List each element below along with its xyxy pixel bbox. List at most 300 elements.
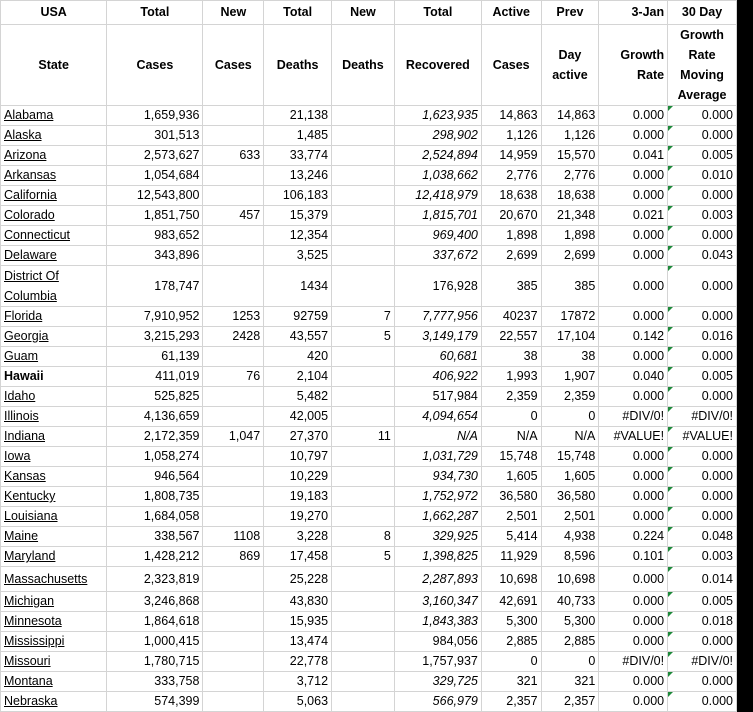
recovered-cell[interactable]: 984,056 bbox=[394, 632, 481, 652]
total-cases-cell[interactable]: 338,567 bbox=[107, 527, 203, 547]
active-cases-cell[interactable]: 18,638 bbox=[481, 186, 541, 206]
total-cases-cell[interactable]: 574,399 bbox=[107, 692, 203, 712]
total-deaths-cell[interactable]: 13,246 bbox=[264, 166, 332, 186]
recovered-cell[interactable]: 2,524,894 bbox=[394, 146, 481, 166]
recovered-cell[interactable]: 12,418,979 bbox=[394, 186, 481, 206]
growth-rate-cell[interactable]: 0.000 bbox=[599, 507, 668, 527]
total-deaths-cell[interactable]: 15,379 bbox=[264, 206, 332, 226]
growth-rate-cell[interactable]: 0.000 bbox=[599, 632, 668, 652]
growth-rate-cell[interactable]: 0.142 bbox=[599, 327, 668, 347]
header-cell[interactable]: Recovered bbox=[394, 25, 481, 106]
total-cases-cell[interactable]: 1,684,058 bbox=[107, 507, 203, 527]
moving-average-cell[interactable]: 0.010 bbox=[668, 166, 737, 186]
header-cell[interactable]: State bbox=[1, 25, 107, 106]
total-cases-cell[interactable]: 1,659,936 bbox=[107, 106, 203, 126]
recovered-cell[interactable]: 1,623,935 bbox=[394, 106, 481, 126]
moving-average-cell[interactable]: 0.000 bbox=[668, 106, 737, 126]
prev-day-active-cell[interactable]: 15,748 bbox=[541, 447, 599, 467]
state-name-cell[interactable]: Florida bbox=[1, 307, 107, 327]
header-cell[interactable]: Cases bbox=[203, 25, 264, 106]
header-cell[interactable]: Day active bbox=[541, 25, 599, 106]
new-deaths-cell[interactable] bbox=[332, 367, 395, 387]
new-deaths-cell[interactable]: 5 bbox=[332, 327, 395, 347]
prev-day-active-cell[interactable]: 321 bbox=[541, 672, 599, 692]
active-cases-cell[interactable]: N/A bbox=[481, 427, 541, 447]
growth-rate-cell[interactable]: 0.000 bbox=[599, 612, 668, 632]
new-cases-cell[interactable] bbox=[203, 126, 264, 146]
state-name-cell[interactable]: Iowa bbox=[1, 447, 107, 467]
recovered-cell[interactable]: 1,398,825 bbox=[394, 547, 481, 567]
state-name-cell[interactable]: Kentucky bbox=[1, 487, 107, 507]
new-deaths-cell[interactable]: 5 bbox=[332, 547, 395, 567]
header-cell[interactable]: 3-Jan bbox=[599, 1, 668, 25]
header-cell[interactable]: New bbox=[332, 1, 395, 25]
recovered-cell[interactable]: 406,922 bbox=[394, 367, 481, 387]
state-name-cell[interactable]: District Of Columbia bbox=[1, 266, 107, 307]
total-deaths-cell[interactable]: 43,557 bbox=[264, 327, 332, 347]
state-name-cell[interactable]: Montana bbox=[1, 672, 107, 692]
prev-day-active-cell[interactable]: 1,126 bbox=[541, 126, 599, 146]
growth-rate-cell[interactable]: 0.000 bbox=[599, 186, 668, 206]
total-cases-cell[interactable]: 3,215,293 bbox=[107, 327, 203, 347]
growth-rate-cell[interactable]: 0.021 bbox=[599, 206, 668, 226]
prev-day-active-cell[interactable]: 2,357 bbox=[541, 692, 599, 712]
active-cases-cell[interactable]: 20,670 bbox=[481, 206, 541, 226]
new-deaths-cell[interactable] bbox=[332, 592, 395, 612]
prev-day-active-cell[interactable]: 1,907 bbox=[541, 367, 599, 387]
recovered-cell[interactable]: 2,287,893 bbox=[394, 567, 481, 592]
new-deaths-cell[interactable]: 7 bbox=[332, 307, 395, 327]
recovered-cell[interactable]: 298,902 bbox=[394, 126, 481, 146]
new-cases-cell[interactable] bbox=[203, 652, 264, 672]
total-deaths-cell[interactable]: 12,354 bbox=[264, 226, 332, 246]
new-cases-cell[interactable] bbox=[203, 186, 264, 206]
new-cases-cell[interactable] bbox=[203, 507, 264, 527]
new-deaths-cell[interactable] bbox=[332, 106, 395, 126]
new-deaths-cell[interactable] bbox=[332, 266, 395, 307]
state-name-cell[interactable]: Minnesota bbox=[1, 612, 107, 632]
new-deaths-cell[interactable] bbox=[332, 387, 395, 407]
moving-average-cell[interactable]: 0.000 bbox=[668, 507, 737, 527]
prev-day-active-cell[interactable]: 40,733 bbox=[541, 592, 599, 612]
moving-average-cell[interactable]: #VALUE! bbox=[668, 427, 737, 447]
total-cases-cell[interactable]: 983,652 bbox=[107, 226, 203, 246]
total-deaths-cell[interactable]: 92759 bbox=[264, 307, 332, 327]
total-cases-cell[interactable]: 2,323,819 bbox=[107, 567, 203, 592]
prev-day-active-cell[interactable]: 385 bbox=[541, 266, 599, 307]
recovered-cell[interactable]: 1,038,662 bbox=[394, 166, 481, 186]
new-deaths-cell[interactable] bbox=[332, 467, 395, 487]
new-deaths-cell[interactable] bbox=[332, 672, 395, 692]
recovered-cell[interactable]: 1,752,972 bbox=[394, 487, 481, 507]
new-cases-cell[interactable]: 2428 bbox=[203, 327, 264, 347]
growth-rate-cell[interactable]: 0.000 bbox=[599, 592, 668, 612]
new-deaths-cell[interactable] bbox=[332, 246, 395, 266]
moving-average-cell[interactable]: 0.000 bbox=[668, 487, 737, 507]
new-deaths-cell[interactable] bbox=[332, 507, 395, 527]
total-cases-cell[interactable]: 1,058,274 bbox=[107, 447, 203, 467]
active-cases-cell[interactable]: 1,993 bbox=[481, 367, 541, 387]
state-name-cell[interactable]: Arkansas bbox=[1, 166, 107, 186]
recovered-cell[interactable]: 1,843,383 bbox=[394, 612, 481, 632]
moving-average-cell[interactable]: 0.014 bbox=[668, 567, 737, 592]
active-cases-cell[interactable]: 0 bbox=[481, 652, 541, 672]
active-cases-cell[interactable]: 2,776 bbox=[481, 166, 541, 186]
growth-rate-cell[interactable]: 0.000 bbox=[599, 487, 668, 507]
total-cases-cell[interactable]: 343,896 bbox=[107, 246, 203, 266]
growth-rate-cell[interactable]: 0.000 bbox=[599, 266, 668, 307]
new-deaths-cell[interactable] bbox=[332, 567, 395, 592]
total-deaths-cell[interactable]: 5,063 bbox=[264, 692, 332, 712]
state-name-cell[interactable]: Nebraska bbox=[1, 692, 107, 712]
total-deaths-cell[interactable]: 5,482 bbox=[264, 387, 332, 407]
total-deaths-cell[interactable]: 25,228 bbox=[264, 567, 332, 592]
total-deaths-cell[interactable]: 27,370 bbox=[264, 427, 332, 447]
recovered-cell[interactable]: 3,160,347 bbox=[394, 592, 481, 612]
total-deaths-cell[interactable]: 420 bbox=[264, 347, 332, 367]
new-deaths-cell[interactable] bbox=[332, 226, 395, 246]
recovered-cell[interactable]: 566,979 bbox=[394, 692, 481, 712]
state-name-cell[interactable]: Missouri bbox=[1, 652, 107, 672]
state-name-cell[interactable]: Michigan bbox=[1, 592, 107, 612]
moving-average-cell[interactable]: 0.000 bbox=[668, 186, 737, 206]
state-name-cell[interactable]: Guam bbox=[1, 347, 107, 367]
active-cases-cell[interactable]: 2,357 bbox=[481, 692, 541, 712]
total-cases-cell[interactable]: 333,758 bbox=[107, 672, 203, 692]
prev-day-active-cell[interactable]: 1,605 bbox=[541, 467, 599, 487]
new-deaths-cell[interactable]: 11 bbox=[332, 427, 395, 447]
moving-average-cell[interactable]: 0.016 bbox=[668, 327, 737, 347]
active-cases-cell[interactable]: 5,300 bbox=[481, 612, 541, 632]
growth-rate-cell[interactable]: 0.000 bbox=[599, 347, 668, 367]
total-cases-cell[interactable]: 2,573,627 bbox=[107, 146, 203, 166]
active-cases-cell[interactable]: 2,359 bbox=[481, 387, 541, 407]
recovered-cell[interactable]: 934,730 bbox=[394, 467, 481, 487]
new-cases-cell[interactable] bbox=[203, 612, 264, 632]
new-cases-cell[interactable] bbox=[203, 632, 264, 652]
recovered-cell[interactable]: 969,400 bbox=[394, 226, 481, 246]
new-deaths-cell[interactable] bbox=[332, 347, 395, 367]
new-cases-cell[interactable] bbox=[203, 407, 264, 427]
total-deaths-cell[interactable]: 22,778 bbox=[264, 652, 332, 672]
recovered-cell[interactable]: 337,672 bbox=[394, 246, 481, 266]
prev-day-active-cell[interactable]: 2,885 bbox=[541, 632, 599, 652]
total-cases-cell[interactable]: 946,564 bbox=[107, 467, 203, 487]
active-cases-cell[interactable]: 38 bbox=[481, 347, 541, 367]
growth-rate-cell[interactable]: 0.000 bbox=[599, 226, 668, 246]
state-name-cell[interactable]: Georgia bbox=[1, 327, 107, 347]
prev-day-active-cell[interactable]: 0 bbox=[541, 407, 599, 427]
active-cases-cell[interactable]: 5,414 bbox=[481, 527, 541, 547]
total-cases-cell[interactable]: 1,000,415 bbox=[107, 632, 203, 652]
total-cases-cell[interactable]: 7,910,952 bbox=[107, 307, 203, 327]
moving-average-cell[interactable]: 0.000 bbox=[668, 672, 737, 692]
total-cases-cell[interactable]: 12,543,800 bbox=[107, 186, 203, 206]
total-deaths-cell[interactable]: 3,525 bbox=[264, 246, 332, 266]
total-deaths-cell[interactable]: 10,797 bbox=[264, 447, 332, 467]
growth-rate-cell[interactable]: #DIV/0! bbox=[599, 407, 668, 427]
active-cases-cell[interactable]: 40237 bbox=[481, 307, 541, 327]
total-deaths-cell[interactable]: 1434 bbox=[264, 266, 332, 307]
new-cases-cell[interactable]: 76 bbox=[203, 367, 264, 387]
new-cases-cell[interactable]: 869 bbox=[203, 547, 264, 567]
growth-rate-cell[interactable]: 0.000 bbox=[599, 467, 668, 487]
prev-day-active-cell[interactable]: 18,638 bbox=[541, 186, 599, 206]
total-cases-cell[interactable]: 178,747 bbox=[107, 266, 203, 307]
active-cases-cell[interactable]: 22,557 bbox=[481, 327, 541, 347]
moving-average-cell[interactable]: 0.000 bbox=[668, 307, 737, 327]
recovered-cell[interactable]: 1,662,287 bbox=[394, 507, 481, 527]
state-name-cell[interactable]: Illinois bbox=[1, 407, 107, 427]
header-cell[interactable]: Prev bbox=[541, 1, 599, 25]
new-cases-cell[interactable] bbox=[203, 347, 264, 367]
header-cell[interactable]: Total bbox=[264, 1, 332, 25]
prev-day-active-cell[interactable]: 15,570 bbox=[541, 146, 599, 166]
moving-average-cell[interactable]: 0.000 bbox=[668, 467, 737, 487]
new-deaths-cell[interactable] bbox=[332, 407, 395, 427]
active-cases-cell[interactable]: 14,863 bbox=[481, 106, 541, 126]
state-name-cell[interactable]: Connecticut bbox=[1, 226, 107, 246]
state-name-cell[interactable]: Delaware bbox=[1, 246, 107, 266]
recovered-cell[interactable]: 517,984 bbox=[394, 387, 481, 407]
new-deaths-cell[interactable] bbox=[332, 632, 395, 652]
state-name-cell[interactable]: Colorado bbox=[1, 206, 107, 226]
new-deaths-cell[interactable] bbox=[332, 126, 395, 146]
prev-day-active-cell[interactable]: 21,348 bbox=[541, 206, 599, 226]
growth-rate-cell[interactable]: 0.000 bbox=[599, 387, 668, 407]
active-cases-cell[interactable]: 15,748 bbox=[481, 447, 541, 467]
active-cases-cell[interactable]: 2,501 bbox=[481, 507, 541, 527]
moving-average-cell[interactable]: 0.000 bbox=[668, 447, 737, 467]
total-cases-cell[interactable]: 1,428,212 bbox=[107, 547, 203, 567]
moving-average-cell[interactable]: 0.000 bbox=[668, 692, 737, 712]
growth-rate-cell[interactable]: 0.000 bbox=[599, 166, 668, 186]
new-cases-cell[interactable] bbox=[203, 592, 264, 612]
active-cases-cell[interactable]: 42,691 bbox=[481, 592, 541, 612]
total-deaths-cell[interactable]: 21,138 bbox=[264, 106, 332, 126]
new-deaths-cell[interactable] bbox=[332, 487, 395, 507]
active-cases-cell[interactable]: 14,959 bbox=[481, 146, 541, 166]
header-cell[interactable]: Total bbox=[107, 1, 203, 25]
total-cases-cell[interactable]: 525,825 bbox=[107, 387, 203, 407]
header-cell[interactable]: Cases bbox=[107, 25, 203, 106]
total-deaths-cell[interactable]: 19,183 bbox=[264, 487, 332, 507]
total-cases-cell[interactable]: 1,808,735 bbox=[107, 487, 203, 507]
active-cases-cell[interactable]: 1,898 bbox=[481, 226, 541, 246]
total-cases-cell[interactable]: 1,864,618 bbox=[107, 612, 203, 632]
new-deaths-cell[interactable] bbox=[332, 146, 395, 166]
total-deaths-cell[interactable]: 15,935 bbox=[264, 612, 332, 632]
state-name-cell[interactable]: Idaho bbox=[1, 387, 107, 407]
prev-day-active-cell[interactable]: 17872 bbox=[541, 307, 599, 327]
active-cases-cell[interactable]: 2,699 bbox=[481, 246, 541, 266]
state-name-cell[interactable]: Louisiana bbox=[1, 507, 107, 527]
total-deaths-cell[interactable]: 42,005 bbox=[264, 407, 332, 427]
active-cases-cell[interactable]: 11,929 bbox=[481, 547, 541, 567]
moving-average-cell[interactable]: 0.043 bbox=[668, 246, 737, 266]
moving-average-cell[interactable]: 0.048 bbox=[668, 527, 737, 547]
total-cases-cell[interactable]: 3,246,868 bbox=[107, 592, 203, 612]
header-cell[interactable]: Active bbox=[481, 1, 541, 25]
total-deaths-cell[interactable]: 3,228 bbox=[264, 527, 332, 547]
total-cases-cell[interactable]: 2,172,359 bbox=[107, 427, 203, 447]
total-cases-cell[interactable]: 1,851,750 bbox=[107, 206, 203, 226]
active-cases-cell[interactable]: 385 bbox=[481, 266, 541, 307]
new-deaths-cell[interactable] bbox=[332, 692, 395, 712]
recovered-cell[interactable]: N/A bbox=[394, 427, 481, 447]
moving-average-cell[interactable]: 0.000 bbox=[668, 126, 737, 146]
prev-day-active-cell[interactable]: 1,898 bbox=[541, 226, 599, 246]
prev-day-active-cell[interactable]: 2,776 bbox=[541, 166, 599, 186]
state-name-cell[interactable]: California bbox=[1, 186, 107, 206]
new-deaths-cell[interactable] bbox=[332, 652, 395, 672]
new-cases-cell[interactable] bbox=[203, 166, 264, 186]
header-cell[interactable]: Deaths bbox=[264, 25, 332, 106]
state-name-cell[interactable]: Maine bbox=[1, 527, 107, 547]
moving-average-cell[interactable]: 0.003 bbox=[668, 206, 737, 226]
prev-day-active-cell[interactable]: 5,300 bbox=[541, 612, 599, 632]
growth-rate-cell[interactable]: 0.101 bbox=[599, 547, 668, 567]
recovered-cell[interactable]: 329,725 bbox=[394, 672, 481, 692]
recovered-cell[interactable]: 4,094,654 bbox=[394, 407, 481, 427]
growth-rate-cell[interactable]: #DIV/0! bbox=[599, 652, 668, 672]
new-cases-cell[interactable] bbox=[203, 226, 264, 246]
total-deaths-cell[interactable]: 19,270 bbox=[264, 507, 332, 527]
moving-average-cell[interactable]: 0.005 bbox=[668, 367, 737, 387]
moving-average-cell[interactable]: 0.000 bbox=[668, 266, 737, 307]
total-deaths-cell[interactable]: 106,183 bbox=[264, 186, 332, 206]
new-cases-cell[interactable]: 1108 bbox=[203, 527, 264, 547]
prev-day-active-cell[interactable]: 0 bbox=[541, 652, 599, 672]
total-deaths-cell[interactable]: 2,104 bbox=[264, 367, 332, 387]
prev-day-active-cell[interactable]: 17,104 bbox=[541, 327, 599, 347]
prev-day-active-cell[interactable]: 4,938 bbox=[541, 527, 599, 547]
state-name-cell[interactable]: Maryland bbox=[1, 547, 107, 567]
recovered-cell[interactable]: 1,757,937 bbox=[394, 652, 481, 672]
moving-average-cell[interactable]: 0.005 bbox=[668, 592, 737, 612]
recovered-cell[interactable]: 3,149,179 bbox=[394, 327, 481, 347]
growth-rate-cell[interactable]: #VALUE! bbox=[599, 427, 668, 447]
total-deaths-cell[interactable]: 17,458 bbox=[264, 547, 332, 567]
prev-day-active-cell[interactable]: N/A bbox=[541, 427, 599, 447]
new-cases-cell[interactable] bbox=[203, 106, 264, 126]
total-cases-cell[interactable]: 61,139 bbox=[107, 347, 203, 367]
header-cell[interactable]: Growth Rate Moving Average bbox=[668, 25, 737, 106]
new-deaths-cell[interactable] bbox=[332, 206, 395, 226]
total-cases-cell[interactable]: 1,054,684 bbox=[107, 166, 203, 186]
moving-average-cell[interactable]: 0.000 bbox=[668, 632, 737, 652]
prev-day-active-cell[interactable]: 2,359 bbox=[541, 387, 599, 407]
new-cases-cell[interactable]: 457 bbox=[203, 206, 264, 226]
new-cases-cell[interactable]: 1253 bbox=[203, 307, 264, 327]
total-deaths-cell[interactable]: 10,229 bbox=[264, 467, 332, 487]
prev-day-active-cell[interactable]: 14,863 bbox=[541, 106, 599, 126]
header-cell[interactable]: New bbox=[203, 1, 264, 25]
moving-average-cell[interactable]: 0.005 bbox=[668, 146, 737, 166]
growth-rate-cell[interactable]: 0.000 bbox=[599, 567, 668, 592]
state-name-cell[interactable]: Indiana bbox=[1, 427, 107, 447]
header-cell[interactable]: Cases bbox=[481, 25, 541, 106]
growth-rate-cell[interactable]: 0.000 bbox=[599, 246, 668, 266]
header-cell[interactable]: Deaths bbox=[332, 25, 395, 106]
total-deaths-cell[interactable]: 3,712 bbox=[264, 672, 332, 692]
active-cases-cell[interactable]: 321 bbox=[481, 672, 541, 692]
new-deaths-cell[interactable] bbox=[332, 186, 395, 206]
prev-day-active-cell[interactable]: 38 bbox=[541, 347, 599, 367]
prev-day-active-cell[interactable]: 36,580 bbox=[541, 487, 599, 507]
growth-rate-cell[interactable]: 0.000 bbox=[599, 307, 668, 327]
recovered-cell[interactable]: 176,928 bbox=[394, 266, 481, 307]
new-deaths-cell[interactable]: 8 bbox=[332, 527, 395, 547]
new-cases-cell[interactable] bbox=[203, 467, 264, 487]
new-cases-cell[interactable] bbox=[203, 447, 264, 467]
total-cases-cell[interactable]: 301,513 bbox=[107, 126, 203, 146]
active-cases-cell[interactable]: 36,580 bbox=[481, 487, 541, 507]
moving-average-cell[interactable]: #DIV/0! bbox=[668, 652, 737, 672]
new-cases-cell[interactable] bbox=[203, 246, 264, 266]
total-deaths-cell[interactable]: 1,485 bbox=[264, 126, 332, 146]
total-deaths-cell[interactable]: 33,774 bbox=[264, 146, 332, 166]
growth-rate-cell[interactable]: 0.040 bbox=[599, 367, 668, 387]
active-cases-cell[interactable]: 10,698 bbox=[481, 567, 541, 592]
new-cases-cell[interactable] bbox=[203, 672, 264, 692]
growth-rate-cell[interactable]: 0.000 bbox=[599, 106, 668, 126]
prev-day-active-cell[interactable]: 10,698 bbox=[541, 567, 599, 592]
moving-average-cell[interactable]: 0.003 bbox=[668, 547, 737, 567]
header-cell[interactable]: Total bbox=[394, 1, 481, 25]
prev-day-active-cell[interactable]: 2,501 bbox=[541, 507, 599, 527]
total-cases-cell[interactable]: 411,019 bbox=[107, 367, 203, 387]
new-cases-cell[interactable] bbox=[203, 567, 264, 592]
total-cases-cell[interactable]: 1,780,715 bbox=[107, 652, 203, 672]
new-deaths-cell[interactable] bbox=[332, 612, 395, 632]
prev-day-active-cell[interactable]: 2,699 bbox=[541, 246, 599, 266]
growth-rate-cell[interactable]: 0.000 bbox=[599, 692, 668, 712]
active-cases-cell[interactable]: 1,605 bbox=[481, 467, 541, 487]
new-cases-cell[interactable] bbox=[203, 487, 264, 507]
moving-average-cell[interactable]: 0.000 bbox=[668, 226, 737, 246]
header-cell[interactable]: USA bbox=[1, 1, 107, 25]
state-name-cell[interactable]: Arizona bbox=[1, 146, 107, 166]
growth-rate-cell[interactable]: 0.224 bbox=[599, 527, 668, 547]
state-name-cell[interactable]: Mississippi bbox=[1, 632, 107, 652]
new-cases-cell[interactable]: 633 bbox=[203, 146, 264, 166]
prev-day-active-cell[interactable]: 8,596 bbox=[541, 547, 599, 567]
moving-average-cell[interactable]: 0.000 bbox=[668, 387, 737, 407]
growth-rate-cell[interactable]: 0.000 bbox=[599, 126, 668, 146]
recovered-cell[interactable]: 60,681 bbox=[394, 347, 481, 367]
recovered-cell[interactable]: 1,031,729 bbox=[394, 447, 481, 467]
total-cases-cell[interactable]: 4,136,659 bbox=[107, 407, 203, 427]
moving-average-cell[interactable]: 0.000 bbox=[668, 347, 737, 367]
active-cases-cell[interactable]: 2,885 bbox=[481, 632, 541, 652]
new-cases-cell[interactable]: 1,047 bbox=[203, 427, 264, 447]
state-name-cell[interactable]: Alaska bbox=[1, 126, 107, 146]
recovered-cell[interactable]: 329,925 bbox=[394, 527, 481, 547]
active-cases-cell[interactable]: 1,126 bbox=[481, 126, 541, 146]
new-deaths-cell[interactable] bbox=[332, 447, 395, 467]
state-name-cell[interactable]: Hawaii bbox=[1, 367, 107, 387]
active-cases-cell[interactable]: 0 bbox=[481, 407, 541, 427]
recovered-cell[interactable]: 1,815,701 bbox=[394, 206, 481, 226]
growth-rate-cell[interactable]: 0.041 bbox=[599, 146, 668, 166]
header-cell[interactable]: 30 Day bbox=[668, 1, 737, 25]
new-cases-cell[interactable] bbox=[203, 692, 264, 712]
state-name-cell[interactable]: Massachusetts bbox=[1, 567, 107, 592]
total-deaths-cell[interactable]: 43,830 bbox=[264, 592, 332, 612]
total-deaths-cell[interactable]: 13,474 bbox=[264, 632, 332, 652]
moving-average-cell[interactable]: 0.018 bbox=[668, 612, 737, 632]
